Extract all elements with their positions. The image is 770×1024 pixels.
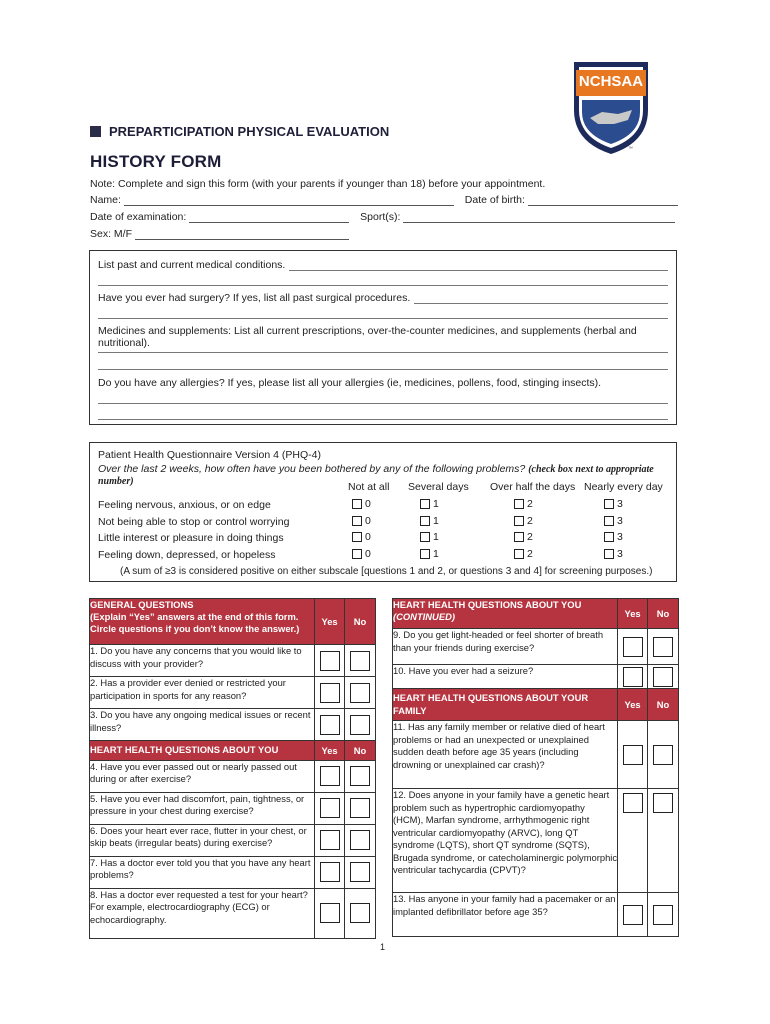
conditions-label: List past and current medical conditions. xyxy=(98,259,286,271)
table-row xyxy=(90,824,376,856)
general-no-header: No xyxy=(345,599,376,645)
phq-option[interactable]: 1 xyxy=(420,531,439,543)
name-label: Name: xyxy=(90,194,121,206)
checkbox[interactable] xyxy=(604,516,614,526)
general-header: GENERAL QUESTIONS (Explain “Yes” answers at the end of this form. Circle questions if you don’t know the answer.) xyxy=(90,599,315,645)
name-field[interactable] xyxy=(124,194,454,206)
question-text: 13. Has anyone in your family had a pacemaker or an implanted defibrillator before age 35? xyxy=(393,893,618,937)
phq-col-not-at-all: Not at all xyxy=(348,481,390,493)
general-heart-table xyxy=(89,598,376,939)
phq-option[interactable]: 3 xyxy=(604,498,623,510)
family-header-row xyxy=(393,689,679,721)
phq-footnote: (A sum of ≥3 is considered positive on either subscale [questions 1 and 2, or questions 3 and 4] for screening purposes.) xyxy=(120,566,653,577)
no-checkbox[interactable] xyxy=(350,798,370,818)
table-row xyxy=(90,792,376,824)
table-row xyxy=(90,888,376,938)
phq-option[interactable]: 0 xyxy=(352,531,371,543)
table-row xyxy=(393,629,679,665)
table-row xyxy=(90,645,376,677)
yes-checkbox[interactable] xyxy=(320,830,340,850)
heart-cont-no-header: No xyxy=(648,599,679,629)
page-number: 1 xyxy=(380,942,386,952)
conditions-field[interactable] xyxy=(289,260,668,271)
yes-checkbox[interactable] xyxy=(623,667,643,687)
yes-checkbox[interactable] xyxy=(320,798,340,818)
checkbox[interactable] xyxy=(352,532,362,542)
checkbox[interactable] xyxy=(352,516,362,526)
table-row xyxy=(90,856,376,888)
table-row xyxy=(393,721,679,789)
phq-option[interactable]: 2 xyxy=(514,531,533,543)
sex-label: Sex: M/F xyxy=(90,228,133,240)
family-header: HEART HEALTH QUESTIONS ABOUT YOUR FAMILY xyxy=(393,689,618,721)
yes-checkbox[interactable] xyxy=(320,683,340,703)
yes-checkbox[interactable] xyxy=(623,745,643,765)
nchsaa-logo xyxy=(570,60,652,156)
heart-cont-header: HEART HEALTH QUESTIONS ABOUT YOU (CONTINUED) xyxy=(393,599,618,629)
question-text: 8. Has a doctor ever requested a test for your heart? For example, electrocardiography (ECG) or echocardiography. xyxy=(90,888,315,938)
general-header-row xyxy=(90,599,376,645)
allergies-label: Do you have any allergies? If yes, please list all your allergies (ie, medicines, pollens, food, stinging insects). xyxy=(98,377,602,389)
surgery-label: Have you ever had surgery? If yes, list all past surgical procedures. xyxy=(98,292,411,304)
surgery-field[interactable] xyxy=(414,293,668,304)
exam-date-field[interactable] xyxy=(189,211,349,223)
question-text: 7. Has a doctor ever told you that you have any heart problems? xyxy=(90,856,315,888)
no-checkbox[interactable] xyxy=(350,830,370,850)
yes-checkbox[interactable] xyxy=(320,903,340,923)
no-checkbox[interactable] xyxy=(350,862,370,882)
phq-item-3: Little interest or pleasure in doing things xyxy=(98,532,284,544)
phq-option[interactable]: 1 xyxy=(420,515,439,527)
phq-col-nearly-every: Nearly every day xyxy=(584,481,663,493)
heart-header-row xyxy=(90,741,376,761)
no-checkbox[interactable] xyxy=(350,715,370,735)
checkbox[interactable] xyxy=(514,549,524,559)
phq-option[interactable]: 3 xyxy=(604,531,623,543)
phq-option[interactable]: 2 xyxy=(514,548,533,560)
phq-col-over-half: Over half the days xyxy=(490,481,576,493)
table-row xyxy=(393,789,679,893)
checkbox[interactable] xyxy=(604,499,614,509)
question-text: 10. Have you ever had a seizure? xyxy=(393,665,618,689)
table-row xyxy=(90,709,376,741)
medicines-line-2[interactable] xyxy=(98,369,668,370)
question-text: 5. Have you ever had discomfort, pain, tightness, or pressure in your chest during exercise? xyxy=(90,792,315,824)
phq-hint: (check box next to appropriate number) xyxy=(98,464,654,487)
no-checkbox[interactable] xyxy=(350,903,370,923)
phq4-box xyxy=(89,442,677,582)
phq-option[interactable]: 2 xyxy=(514,498,533,510)
phq-option[interactable]: 1 xyxy=(420,548,439,560)
heart-header: HEART HEALTH QUESTIONS ABOUT YOU xyxy=(90,741,315,761)
section-heading xyxy=(90,124,389,139)
allergies-line-1[interactable] xyxy=(98,403,668,404)
table-row xyxy=(393,665,679,689)
phq-item-1: Feeling nervous, anxious, or on edge xyxy=(98,499,271,511)
heart-cont-yes-header: Yes xyxy=(618,599,648,629)
checkbox[interactable] xyxy=(604,532,614,542)
phq-item-4: Feeling down, depressed, or hopeless xyxy=(98,549,276,561)
heart-cont-header-row xyxy=(393,599,679,629)
question-text: 12. Does anyone in your family have a genetic heart problem such as hypertrophic cardiomyopathy (HCM), Marfan syndrome, arrhythmogenic right ventricular cardiomyopathy (ARVC), long QT syndrome (LQTS), short QT syndrome (SQTS), Brugada syndrome, or catecholaminergic polymorphic ventricular tachycardia (CPVT)? xyxy=(393,789,618,893)
yes-checkbox[interactable] xyxy=(320,651,340,671)
checkbox[interactable] xyxy=(514,499,524,509)
heart-family-table xyxy=(392,598,679,937)
checkbox[interactable] xyxy=(514,532,524,542)
checkbox[interactable] xyxy=(420,499,430,509)
yes-checkbox[interactable] xyxy=(320,862,340,882)
exam-row xyxy=(90,211,680,223)
logo-trademark: ™ xyxy=(628,146,633,152)
sports-field[interactable] xyxy=(403,211,675,223)
medicines-label: Medicines and supplements: List all current prescriptions, over-the-counter medicines, and supplements (herbal and nutritional). xyxy=(98,325,637,349)
conditions-row xyxy=(98,259,668,271)
question-text: 3. Do you have any ongoing medical issues or recent illness? xyxy=(90,709,315,741)
question-text: 1. Do you have any concerns that you would like to discuss with your provider? xyxy=(90,645,315,677)
question-text: 11. Has any family member or relative died of heart problems or had an unexpected or unexplained sudden death before age 35 years (including drowning or unexplained car crash)? xyxy=(393,721,618,789)
sex-row xyxy=(90,228,349,240)
medical-history-box xyxy=(89,250,677,425)
phq-option[interactable]: 0 xyxy=(352,548,371,560)
phq-option[interactable]: 3 xyxy=(604,515,623,527)
checkbox[interactable] xyxy=(420,532,430,542)
table-row xyxy=(90,760,376,792)
table-row xyxy=(90,677,376,709)
question-text: 6. Does your heart ever race, flutter in your chest, or skip beats (irregular beats) during exercise? xyxy=(90,824,315,856)
sports-label: Sport(s): xyxy=(360,211,401,223)
yes-checkbox[interactable] xyxy=(623,793,643,813)
logo-text: NCHSAA xyxy=(578,73,644,90)
no-checkbox[interactable] xyxy=(350,683,370,703)
exam-date-label: Date of examination: xyxy=(90,211,187,223)
page-title: HISTORY FORM xyxy=(90,152,222,171)
question-text: 9. Do you get light-headed or feel shorter of breath than your friends during exercise? xyxy=(393,629,618,665)
name-row xyxy=(90,194,680,206)
checkbox[interactable] xyxy=(604,549,614,559)
square-bullet-icon xyxy=(90,126,101,137)
phq-question: Over the last 2 weeks, how often have you been bothered by any of the following problems? xyxy=(98,463,526,475)
allergies-row xyxy=(98,377,668,389)
general-yes-header: Yes xyxy=(315,599,345,645)
checkbox[interactable] xyxy=(420,549,430,559)
dob-label: Date of birth: xyxy=(464,194,525,206)
no-checkbox[interactable] xyxy=(653,905,673,925)
checkbox[interactable] xyxy=(514,516,524,526)
heart-yes-header: Yes xyxy=(315,741,345,761)
family-yes-header: Yes xyxy=(618,689,648,721)
phq-item-2: Not being able to stop or control worrying xyxy=(98,516,290,528)
phq-option[interactable]: 3 xyxy=(604,548,623,560)
no-checkbox[interactable] xyxy=(653,637,673,657)
yes-checkbox[interactable] xyxy=(320,766,340,786)
yes-checkbox[interactable] xyxy=(623,637,643,657)
question-text: 4. Have you ever passed out or nearly passed out during or after exercise? xyxy=(90,760,315,792)
no-checkbox[interactable] xyxy=(653,793,673,813)
phq-col-several-days: Several days xyxy=(408,481,469,493)
family-no-header: No xyxy=(648,689,679,721)
section-title: PREPARTICIPATION PHYSICAL EVALUATION xyxy=(109,124,390,139)
no-checkbox[interactable] xyxy=(350,766,370,786)
allergies-line-2[interactable] xyxy=(98,419,668,420)
checkbox[interactable] xyxy=(352,549,362,559)
yes-checkbox[interactable] xyxy=(320,715,340,735)
sex-field[interactable] xyxy=(135,228,349,240)
phq-title: Patient Health Questionnaire Version 4 (PHQ-4) xyxy=(98,449,321,461)
note-text: Note: Complete and sign this form (with your parents if younger than 18) before your appointment. xyxy=(90,178,546,190)
phq-option[interactable]: 1 xyxy=(420,498,439,510)
phq-option[interactable]: 0 xyxy=(352,515,371,527)
no-checkbox[interactable] xyxy=(350,651,370,671)
medicines-line-1[interactable] xyxy=(98,352,668,353)
phq-option[interactable]: 0 xyxy=(352,498,371,510)
checkbox[interactable] xyxy=(352,499,362,509)
conditions-line[interactable] xyxy=(98,285,668,286)
surgery-line[interactable] xyxy=(98,318,668,319)
dob-field[interactable] xyxy=(528,194,678,206)
medicines-row xyxy=(98,325,668,349)
question-text: 2. Has a provider ever denied or restricted your participation in sports for any reason? xyxy=(90,677,315,709)
checkbox[interactable] xyxy=(420,516,430,526)
heart-no-header: No xyxy=(345,741,376,761)
yes-checkbox[interactable] xyxy=(623,905,643,925)
table-row xyxy=(393,893,679,937)
phq-option[interactable]: 2 xyxy=(514,515,533,527)
no-checkbox[interactable] xyxy=(653,745,673,765)
no-checkbox[interactable] xyxy=(653,667,673,687)
surgery-row xyxy=(98,292,668,304)
